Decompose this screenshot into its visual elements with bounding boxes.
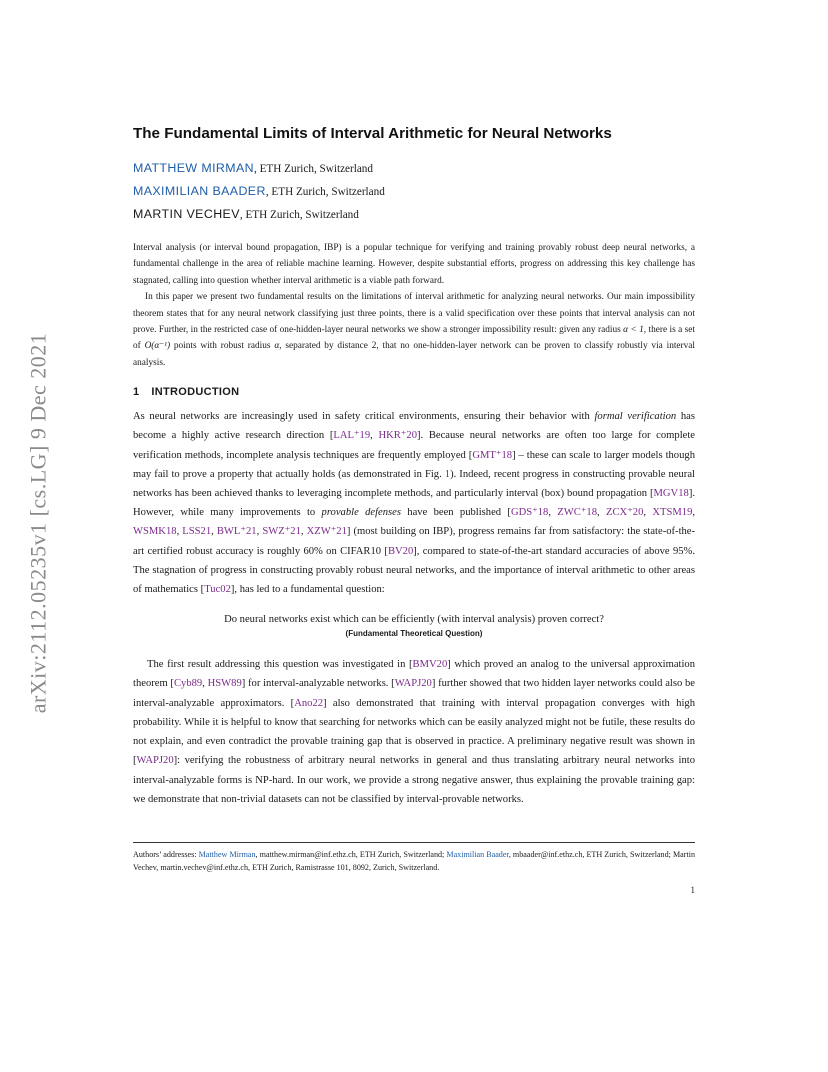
math-expression: α < 1	[623, 325, 644, 336]
author-link[interactable]: Maximilian Baader	[446, 849, 509, 859]
citation-link[interactable]: XTSM19	[652, 507, 693, 519]
author-affiliation: , ETH Zurich, Switzerland	[265, 186, 385, 198]
citation-link[interactable]: BMV20	[412, 659, 448, 671]
paper-title: The Fundamental Limits of Interval Arithmetic for Neural Networks	[133, 125, 612, 142]
footnote-divider	[133, 842, 695, 843]
section-heading	[133, 386, 695, 398]
citation-link[interactable]: ZCX⁺20	[606, 507, 644, 519]
author-name: MARTIN VECHEV	[133, 207, 240, 221]
arxiv-identifier-stamp	[26, 295, 50, 750]
page-number: 1	[690, 884, 695, 895]
citation-link[interactable]: GDS⁺18	[510, 507, 549, 519]
citation-link[interactable]: HKR⁺20	[378, 430, 417, 442]
abstract	[133, 240, 695, 371]
math-expression: O(α⁻¹)	[144, 341, 171, 352]
author-affiliation: , ETH Zurich, Switzerland	[254, 163, 373, 175]
abstract-text: , separated by distance 2, that no one-hidden-layer network can be proven to classify robustly via interval analysis.	[133, 341, 696, 368]
author-addresses-footnote: Authors’ addresses: Matthew Mirman, matthew.mirman@inf.ethz.ch, ETH Zurich, Switzerland; Maximilian Baader, mbaader@inf.ethz.ch, ETH Zurich, Switzerland; Martin Vechev, martin.vechev@inf.ethz.ch, ETH Zurich, Ramistrasse 101, 8092, Zurich, Switzerland.	[133, 849, 695, 872]
citation-link[interactable]: WSMK18	[133, 526, 177, 538]
citation-link[interactable]: BWL⁺21	[216, 526, 257, 538]
author-list	[133, 157, 695, 226]
abstract-paragraph: Interval analysis (or interval bound propagation, IBP) is a popular technique for verifying and training provably robust deep neural networks, a fundamental challenge in the area of reliable machine learning. However, despite substantial efforts, progress on addressing this key challenge has stagnated, calling into question whether interval arithmetic is a viable path forward.	[133, 243, 695, 286]
emphasis-text: formal verification	[594, 411, 677, 423]
fundamental-question-block	[133, 611, 695, 640]
question-label: (Fundamental Theoretical Question)	[345, 629, 483, 639]
citation-link[interactable]: LSS21	[182, 526, 212, 538]
citation-link[interactable]: BV20	[387, 545, 414, 557]
citation-link[interactable]: MGV18	[653, 488, 689, 500]
body-paragraph: As neural networks are increasingly used in safety critical environments, ensuring their behavior with formal verification has become a highly active research direction [LAL⁺19, HKR⁺20]. Because neural networks are often too large for complete verification methods, incomplete analysis techniques are frequently employed [GMT⁺18] – these can scale to larger models though may fail to prove a property that actually holds (as demonstrated in Fig. 1). Indeed, recent progress in constructing provable neural networks has been achieved thanks to leveraging incomplete methods, and particularly interval (box) bound propagation [MGV18]. However, while many improvements to provable defenses have been published [GDS⁺18, ZWC⁺18, ZCX⁺20, XTSM19, WSMK18, LSS21, BWL⁺21, SWZ⁺21, XZW⁺21] (most building on IBP), progress remains far from satisfactory: the state-of-the-art certified robust accuracy is roughly 60% on CIFAR10 [BV20], compared to state-of-the-art standard accuracies of above 95%. The stagnation of progress in constructing provably robust neural networks, and the importance of interval arithmetic to other areas of mathematics [Tuc02], has led to a fundamental question:	[133, 411, 696, 596]
abstract-text: points with robust radius	[170, 341, 275, 352]
author-entry	[133, 157, 695, 180]
citation-link[interactable]: Tuc02	[204, 584, 231, 596]
author-name-link[interactable]: MATTHEW MIRMAN	[133, 161, 254, 175]
author-link[interactable]: Matthew Mirman	[198, 849, 256, 859]
citation-link[interactable]: WAPJ20	[136, 755, 174, 767]
emphasis-text: provable defenses	[321, 507, 401, 519]
citation-link[interactable]: Cyb89	[173, 678, 203, 690]
citation-link[interactable]: ZWC⁺18	[557, 507, 598, 519]
abstract-paragraph	[133, 289, 695, 371]
abstract-text: In this paper we present two fundamental results on the limitations of interval arithmetic for analyzing neural networks. Our main impossibility theorem states that for any neural network classifying just three points, there is a valid specification over these points that interval analysis can not prove. Further, in the restricted case of one-hidden-layer neural networks we show a stronger impossibility result: given any radius	[133, 292, 695, 336]
arxiv-identifier-text: arXiv:2112.05235v1 [cs.LG] 9 Dec 2021	[25, 332, 51, 713]
citation-link[interactable]: XZW⁺21	[306, 526, 347, 538]
citation-link[interactable]: WAPJ20	[394, 678, 432, 690]
citation-link[interactable]: HSW89	[207, 678, 242, 690]
abstract-text: , there is a set of	[133, 325, 695, 352]
author-entry	[133, 203, 695, 226]
question-text: Do neural networks exist which can be efficiently (with interval analysis) proven correct?	[224, 614, 604, 626]
math-expression: α	[274, 341, 280, 352]
author-name-link[interactable]: MAXIMILIAN BAADER	[133, 184, 266, 198]
section-number: 1	[133, 386, 140, 399]
author-affiliation: , ETH Zurich, Switzerland	[239, 209, 359, 221]
citation-link[interactable]: SWZ⁺21	[262, 526, 301, 538]
citation-link[interactable]: Ano22	[294, 697, 324, 709]
section-title: INTRODUCTION	[151, 386, 240, 399]
paper-page	[133, 125, 695, 895]
body-paragraph: The first result addressing this question was investigated in [BMV20] which proved an analog to the universal approximation theorem [Cyb89, HSW89] for interval-analyzable networks. [WAPJ20] further showed that two hidden layer networks could also be interval-analyzable approximators. [Ano22] also demonstrated that training with interval propagation converges with high probability. While it is helpful to know that searching for networks which can be easily analyzed might not be futile, these results do not explain, and even contradict the provable training gap that is observed in practice. A preliminary negative result was shown in [WAPJ20]: verifying the robustness of arbitrary neural networks in general and thus translating arbitrary neural networks into interval-analyzable forms is NP-hard. In our work, we provide a strong negative answer, thus explaining the provable training gap: we demonstrate that non-trivial datasets can not be classified by interval-provable networks.	[133, 659, 695, 805]
figure-reference-link[interactable]: 1	[444, 468, 451, 480]
author-entry	[133, 180, 695, 203]
citation-link[interactable]: GMT⁺18	[472, 449, 513, 461]
citation-link[interactable]: LAL⁺19	[333, 430, 371, 442]
